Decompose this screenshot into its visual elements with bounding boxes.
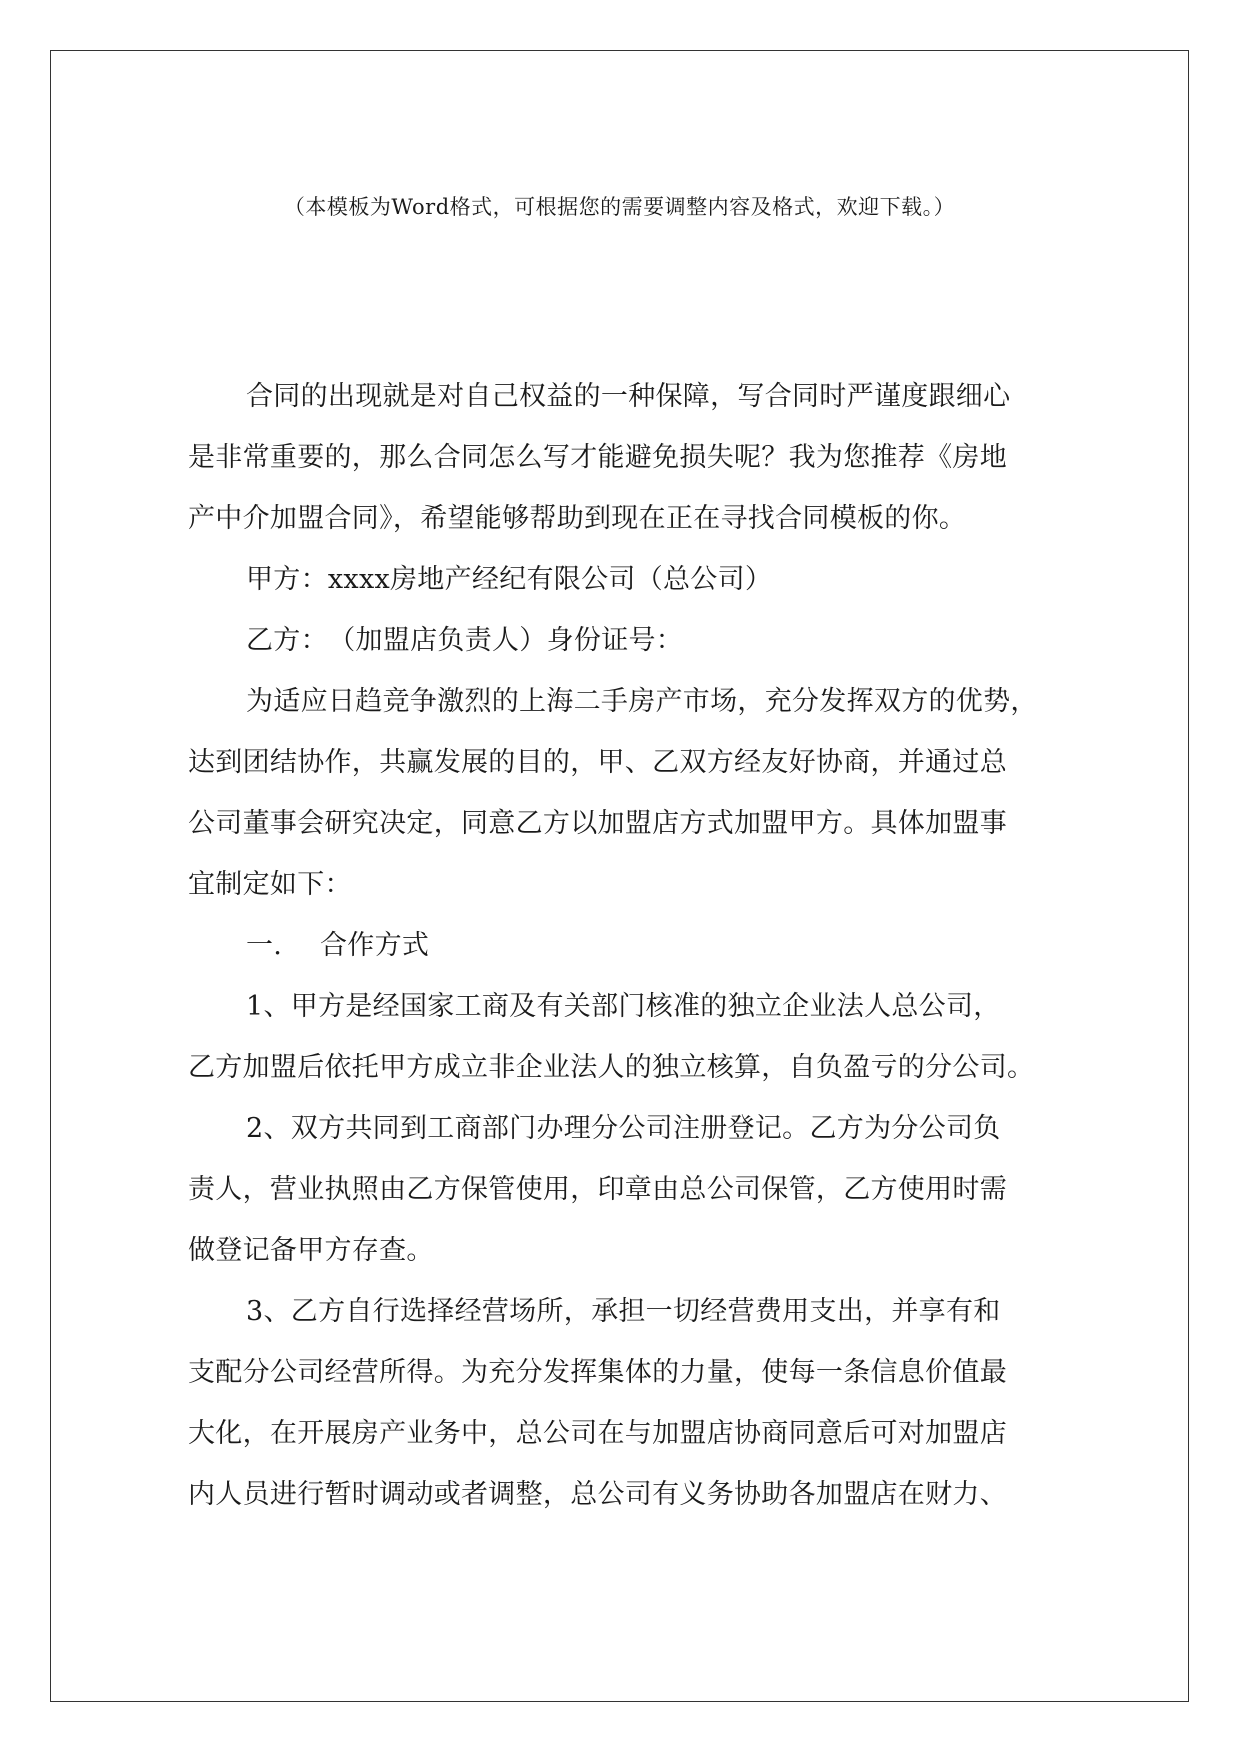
preamble-line-4: 宜制定如下：: [188, 869, 352, 900]
clause-3-line-4: 内人员进行暂时调动或者调整，总公司有义务协助各加盟店在财力、: [188, 1479, 1007, 1510]
clause-3-line-3: 大化，在开展房产业务中，总公司在与加盟店协商同意后可对加盟店: [188, 1418, 1007, 1449]
preamble-line-2: 达到团结协作，共赢发展的目的，甲、乙双方经友好协商，并通过总: [188, 747, 1007, 778]
section-heading: [188, 915, 1088, 976]
preamble-line-3: 公司董事会研究决定，同意乙方以加盟店方式加盟甲方。具体加盟事: [188, 808, 1007, 839]
party-a-line: 甲方：xxxx房地产经纪有限公司（总公司）: [246, 564, 773, 595]
contract-body: [188, 366, 1088, 1525]
clause-1-line-2: 乙方加盟后依托甲方成立非企业法人的独立核算，自负盈亏的分公司。: [188, 1052, 1035, 1083]
clause-1-line-1: 1、甲方是经国家工商及有关部门核准的独立企业法人总公司，: [246, 991, 1001, 1022]
intro-line-1: 合同的出现就是对自己权益的一种保障，写合同时严谨度跟细心: [246, 381, 1011, 412]
preamble-line-1: 为适应日趋竞争激烈的上海二手房产市场，充分发挥双方的优势，: [246, 686, 1038, 717]
clause-3-line-1: 3、乙方自行选择经营场所，承担一切经营费用支出，并享有和: [246, 1296, 1001, 1327]
template-note: （本模板为Word格式，可根据您的需要调整内容及格式，欢迎下载。）: [283, 195, 956, 219]
intro-line-3: 产中介加盟合同》，希望能够帮助到现在正在寻找合同模板的你。: [188, 503, 967, 534]
section-number: 一.: [246, 930, 283, 961]
party-b-line: 乙方： （加盟店负责人）身份证号：: [246, 625, 684, 656]
clause-3-line-2: 支配分公司经营所得。为充分发挥集体的力量，使每一条信息价值最: [188, 1357, 1007, 1388]
intro-line-2: 是非常重要的，那么合同怎么写才能避免损失呢？我为您推荐《房地: [188, 442, 1007, 473]
clause-2-line-3: 做登记备甲方存查。: [188, 1235, 434, 1266]
clause-2-line-2: 责人，营业执照由乙方保管使用，印章由总公司保管，乙方使用时需: [188, 1174, 1007, 1205]
clause-2-line-1: 2、双方共同到工商部门办理分公司注册登记。乙方为分公司负: [246, 1113, 1001, 1144]
section-title: 合作方式: [320, 930, 430, 961]
